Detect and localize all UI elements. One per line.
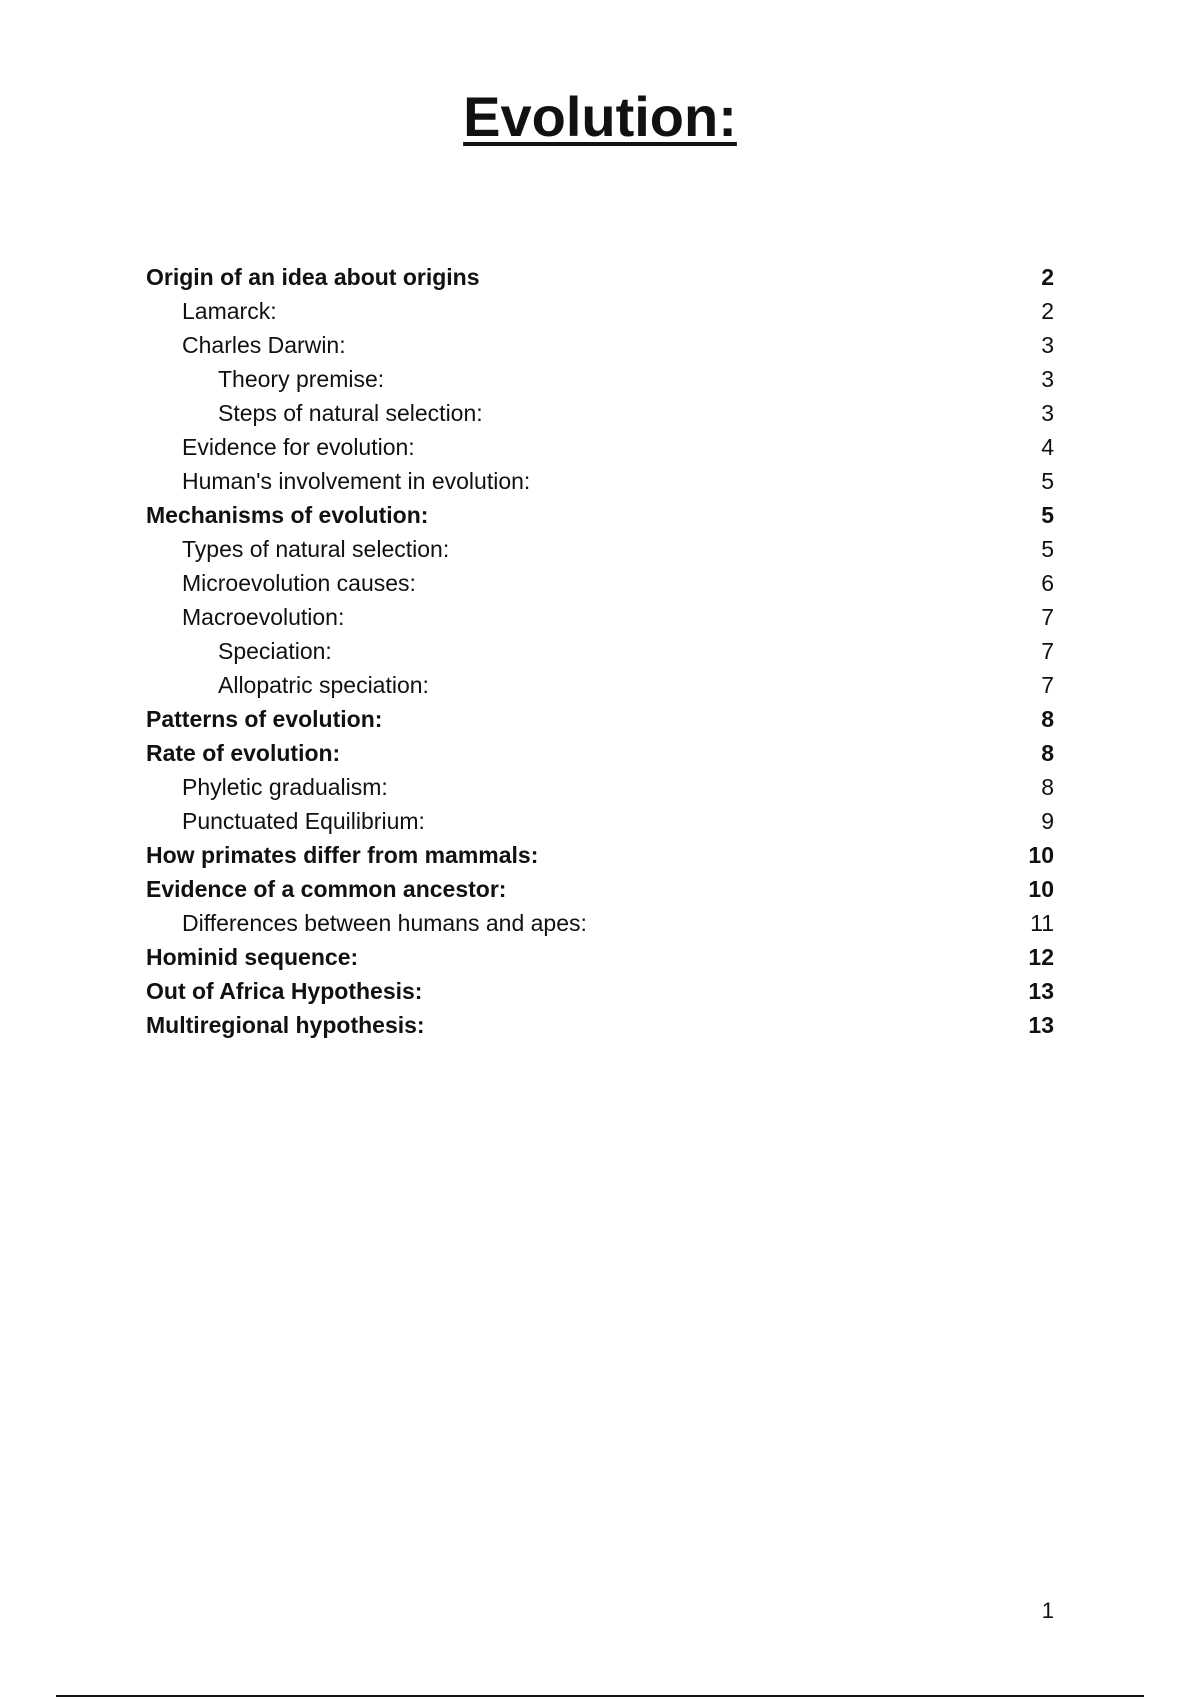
toc-entry-label: Out of Africa Hypothesis:: [146, 978, 423, 1004]
toc-entry[interactable]: [146, 906, 1054, 940]
toc-entry-page: 7: [1041, 638, 1054, 664]
toc-entry[interactable]: [146, 1008, 1054, 1042]
toc-entry-page: 5: [1041, 536, 1054, 562]
toc-entry-page: 3: [1041, 332, 1054, 358]
toc-entry-page: 13: [1028, 978, 1054, 1004]
toc-entry-label: How primates differ from mammals:: [146, 842, 539, 868]
toc-entry-label: Macroevolution:: [182, 604, 345, 630]
toc-entry[interactable]: [146, 260, 1054, 294]
toc-entry[interactable]: [146, 532, 1054, 566]
toc-entry-label: Evidence of a common ancestor:: [146, 876, 507, 902]
toc-entry[interactable]: [146, 294, 1054, 328]
toc-entry[interactable]: [146, 804, 1054, 838]
page-title: Evolution:: [463, 85, 737, 148]
page-number: 1: [1041, 1598, 1054, 1623]
toc-entry-page: 2: [1041, 264, 1054, 290]
toc-entry[interactable]: [146, 974, 1054, 1008]
toc-entry-label: Allopatric speciation:: [218, 672, 429, 698]
toc-entry-page: 4: [1041, 434, 1054, 460]
toc-entry-label: Human's involvement in evolution:: [182, 468, 531, 494]
toc-entry[interactable]: [146, 498, 1054, 532]
toc-entry-page: 6: [1041, 570, 1054, 596]
toc-entry-page: 13: [1028, 1012, 1054, 1038]
toc-entry[interactable]: [146, 770, 1054, 804]
toc-entry[interactable]: [146, 566, 1054, 600]
toc-entry-page: 12: [1028, 944, 1054, 970]
toc-entry-page: 5: [1041, 468, 1054, 494]
toc-entry[interactable]: [146, 464, 1054, 498]
toc-entry-label: Types of natural selection:: [182, 536, 450, 562]
toc-entry-label: Patterns of evolution:: [146, 706, 383, 732]
toc-entry-label: Steps of natural selection:: [218, 400, 483, 426]
toc-entry-label: Lamarck:: [182, 298, 277, 324]
toc-entry-label: Multiregional hypothesis:: [146, 1012, 425, 1038]
toc-entry[interactable]: [146, 872, 1054, 906]
toc-entry-page: 7: [1041, 604, 1054, 630]
toc-entry[interactable]: [146, 736, 1054, 770]
toc-entry[interactable]: [146, 634, 1054, 668]
toc-entry-page: 3: [1041, 400, 1054, 426]
toc-entry-page: 8: [1041, 706, 1054, 732]
toc-entry[interactable]: [146, 702, 1054, 736]
toc-entry-label: Origin of an idea about origins: [146, 264, 480, 290]
toc-entry-page: 5: [1041, 502, 1054, 528]
toc-entry[interactable]: [146, 838, 1054, 872]
toc-entry-label: Hominid sequence:: [146, 944, 359, 970]
toc-entry-label: Evidence for evolution:: [182, 434, 415, 460]
toc-entry-page: 10: [1028, 842, 1054, 868]
toc-entry-label: Rate of evolution:: [146, 740, 341, 766]
toc-entry-page: 9: [1041, 808, 1054, 834]
toc-entry-page: 7: [1041, 672, 1054, 698]
toc-entry-label: Microevolution causes:: [182, 570, 416, 596]
toc-entry[interactable]: [146, 430, 1054, 464]
toc-entry-label: Punctuated Equilibrium:: [182, 808, 425, 834]
table-of-contents: [146, 260, 1054, 1042]
toc-entry-label: Phyletic gradualism:: [182, 774, 388, 800]
toc-entry-page: 3: [1041, 366, 1054, 392]
toc-entry-page: 8: [1041, 774, 1054, 800]
toc-entry-label: Mechanisms of evolution:: [146, 502, 429, 528]
toc-entry[interactable]: [146, 396, 1054, 430]
toc-entry[interactable]: [146, 668, 1054, 702]
toc-entry-label: Charles Darwin:: [182, 332, 346, 358]
toc-entry-page: 8: [1041, 740, 1054, 766]
toc-entry-page: 2: [1041, 298, 1054, 324]
toc-entry-page: 10: [1028, 876, 1054, 902]
toc-entry-page: 11: [1030, 910, 1054, 936]
toc-entry-label: Theory premise:: [218, 366, 385, 392]
toc-entry[interactable]: [146, 328, 1054, 362]
toc-entry-label: Speciation:: [218, 638, 332, 664]
toc-entry-label: Differences between humans and apes:: [182, 910, 587, 936]
footer-divider: [56, 1695, 1144, 1697]
toc-entry[interactable]: [146, 940, 1054, 974]
toc-entry[interactable]: [146, 600, 1054, 634]
toc-entry[interactable]: [146, 362, 1054, 396]
